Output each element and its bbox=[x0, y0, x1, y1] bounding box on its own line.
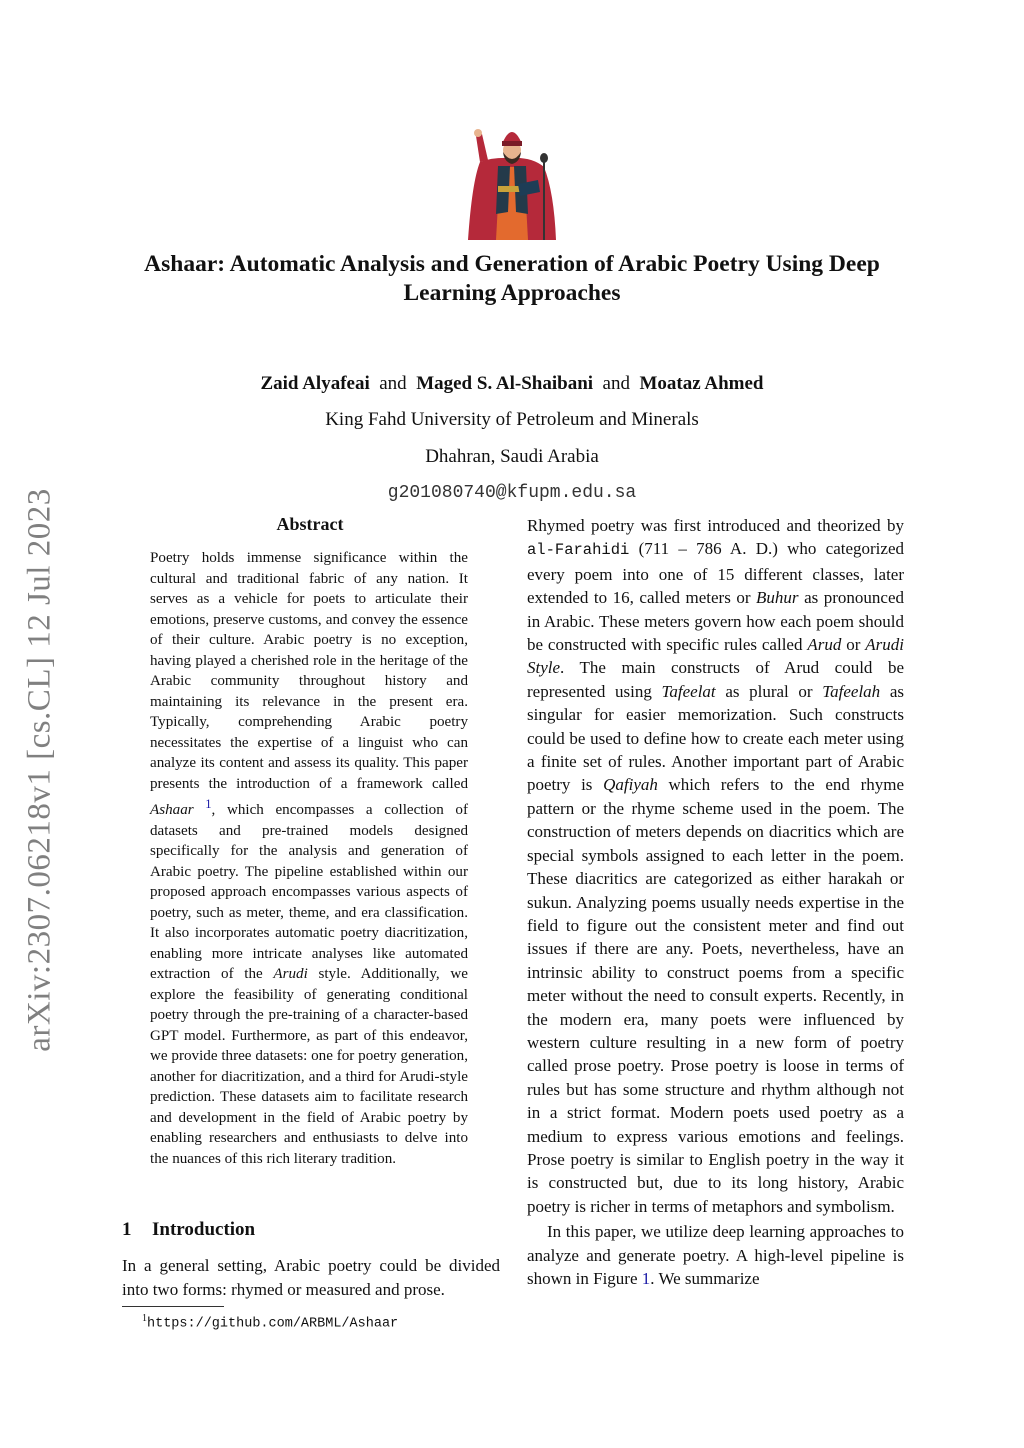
arxiv-sidebar bbox=[10, 470, 70, 1070]
footnote-url[interactable]: https://github.com/ARBML/Ashaar bbox=[147, 1316, 399, 1332]
section-number: 1 bbox=[122, 1219, 132, 1240]
abstract-text-part: Poetry holds immense significance within the cultural and traditional fabric of any nation. It serves as a vehicle for poets to articulate their emotions, preserve customs, and convey the essence of their culture. Arabic poetry is no exception, having played a cherished role in the heritage of the Arabic community throughout history and maintaining its relevance in the present era. Typically, comprehending Arabic poetry necessitates the expertise of a linguist who can analyze its content and assess its quality. This paper presents the introduction of a framework called bbox=[150, 550, 468, 792]
arud-term: Arud bbox=[807, 635, 842, 655]
poet-figure-icon bbox=[462, 122, 562, 240]
arxiv-identifier: arXiv:2307.06218v1 [cs.CL] 12 Jul 2023 bbox=[21, 488, 58, 1052]
buhur-term: Buhur bbox=[756, 588, 799, 608]
footnote bbox=[142, 1313, 398, 1332]
affiliation: King Fahd University of Petroleum and Minerals bbox=[325, 409, 699, 430]
author-separator: and bbox=[602, 373, 630, 394]
text-run: as plural or bbox=[725, 681, 813, 701]
arudi-term: Arudi bbox=[273, 966, 308, 983]
paragraph bbox=[527, 514, 904, 1218]
text-run: as singular for easier memorization. Such constructs could be used to define how to create each meter using a finite set of rules. Another important part of Arabic poetry is bbox=[527, 681, 905, 795]
author-separator: and bbox=[379, 373, 407, 394]
text-run: In this paper, we utilize deep learning approaches to analyze and generate poetry. A high-level pipeline is shown in Figure bbox=[527, 1222, 904, 1288]
abstract-heading: Abstract bbox=[276, 514, 344, 534]
abstract-text-part: style. Additionally, we explore the feasibility of generating conditional poetry through the pre-training of a character-based GPT model. Furthermore, as part of this endeavor, we provide three datasets: one for poetry generation, another for diacritization, and a third for Arudi-style prediction. These datasets aim to facilitate research and development in the field of Arabic poetry by enabling researchers and enthusiasts to delve into the nuances of this rich literary tradition. bbox=[150, 966, 468, 1167]
text-run: . The main constructs of Arud could be represented using bbox=[527, 658, 904, 701]
location: Dhahran, Saudi Arabia bbox=[425, 446, 599, 467]
text-run: Rhymed poetry was first introduced and theorized by bbox=[527, 516, 904, 535]
author-name: Zaid Alyafeai bbox=[260, 373, 370, 394]
footnote-mark: 1 bbox=[142, 1313, 147, 1324]
text-run: or bbox=[846, 635, 861, 655]
right-column bbox=[527, 514, 904, 1290]
arudi-style-term: Arudi Style bbox=[527, 635, 905, 678]
intro-paragraph: In a general setting, Arabic poetry could be divided into two forms: rhymed or measured and prose. bbox=[122, 1256, 500, 1299]
framework-name: Ashaar bbox=[150, 802, 194, 819]
author-name: Maged S. Al-Shaibani bbox=[416, 373, 594, 394]
footnote-ref[interactable]: 1 bbox=[205, 797, 212, 811]
email[interactable]: g201080740@kfupm.edu.sa bbox=[387, 483, 637, 503]
author-list bbox=[0, 373, 1024, 395]
qafiyah-term: Qafiyah bbox=[603, 775, 658, 795]
al-farahidi-name: al-Farahidi bbox=[527, 541, 630, 560]
tafeelah-term: Tafeelah bbox=[822, 681, 881, 701]
text-run: as pronounced in Arabic. These meters govern how each poem should be constructed with specific rules called bbox=[527, 588, 905, 655]
author-name: Moataz Ahmed bbox=[639, 373, 764, 394]
figure-ref-link[interactable]: 1 bbox=[641, 1269, 651, 1288]
text-run: which refers to the end rhyme pattern or the rhyme scheme used in the poem. The construction of meters depends on diacritics which are special symbols assigned to each letter in the poem. These diacritics are categorized as either harakah or sukun. Analyzing poems usually needs expertise in the field to figure out the consistent meter and find out issues if there are any. Poets, nevertheless, have an intrinsic ability to construct poems from a specific meter without the need to consult experts. Recently, in the modern era, many poets were influenced by western culture resulting in a new form of poetry called prose poetry. Prose poetry is loose in terms of rules but has some structure and rhythm although not in a strict format. Modern poets used poetry as a medium to express various emotions and feelings. Prose poetry is similar to English poetry in the way it is constructed but, due to its long history, Arabic poetry is richer in terms of metaphors and symbolism. bbox=[527, 775, 905, 1216]
text-run: . We summarize bbox=[650, 1269, 760, 1288]
abstract-text bbox=[150, 548, 468, 1169]
paper-title bbox=[100, 250, 924, 308]
title-line-2: Learning Approaches bbox=[403, 280, 621, 306]
section-heading-introduction bbox=[122, 1219, 255, 1241]
text-run: (711 – 786 A. D.) who categorized every poem into one of 15 different classes, later extended to 16, called meters or bbox=[527, 539, 904, 608]
abstract-text-part: , which encompasses a collection of datasets and pre-trained models designed specifically for the analysis and generation of Arabic poetry. The pipeline established within our proposed approach encompasses various aspects of poetry, such as meter, theme, and era classification. It also incorporates automatic poetry diacritization, enabling more intricate analyses like automated extraction of the bbox=[150, 802, 468, 983]
section-title: Introduction bbox=[152, 1219, 256, 1240]
title-line-1: Ashaar: Automatic Analysis and Generation of Arabic Poetry Using Deep bbox=[144, 251, 880, 277]
paragraph bbox=[527, 1220, 904, 1290]
footnote-divider bbox=[122, 1306, 224, 1307]
tafeelat-term: Tafeelat bbox=[661, 681, 716, 701]
